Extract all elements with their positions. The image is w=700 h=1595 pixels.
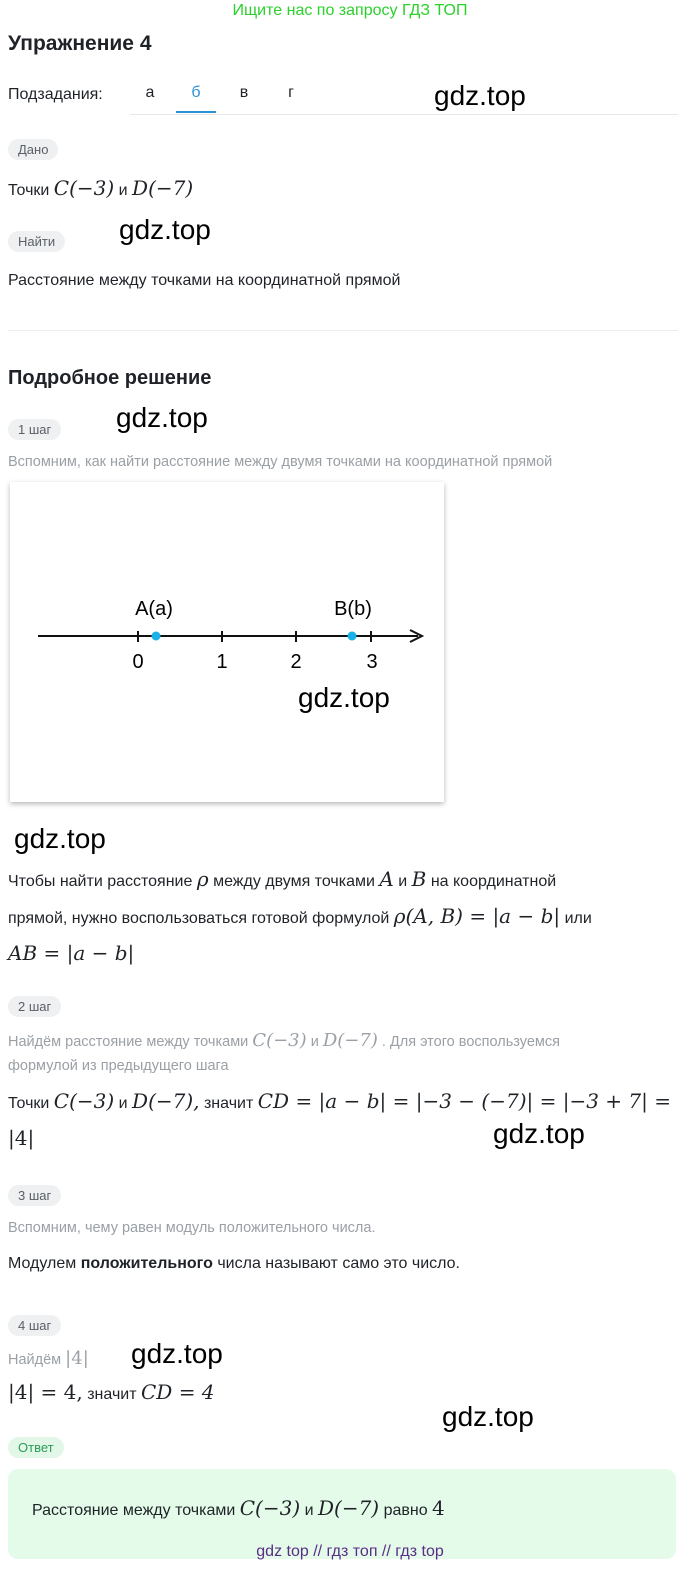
tick-label-0: 0 bbox=[132, 651, 144, 673]
step2-text bbox=[8, 1084, 688, 1158]
tab-g[interactable]: г bbox=[288, 84, 294, 101]
step1-text3: на координатной bbox=[430, 873, 557, 890]
step1-point-b: B bbox=[411, 867, 427, 891]
given-chip: Дано bbox=[8, 139, 58, 160]
step1-hint: Вспомним, как найти расстояние между двумя точками на координатной прямой bbox=[8, 454, 553, 470]
subtask-tabs bbox=[130, 78, 678, 115]
label-a: A(a) bbox=[135, 598, 173, 620]
step1-text4: прямой, нужно воспользоваться готовой формулой bbox=[8, 910, 390, 927]
step1-explanation bbox=[8, 862, 688, 973]
step2-hint-c: C(−3) bbox=[252, 1030, 307, 1051]
answer-value: 4 bbox=[432, 1496, 445, 1520]
step3-text bbox=[8, 1255, 460, 1273]
step1-and: и bbox=[398, 873, 408, 890]
step1-or: или bbox=[564, 910, 592, 927]
answer-prefix: Расстояние между точками bbox=[32, 1502, 236, 1519]
watermark: gdz.top bbox=[131, 1338, 223, 1369]
step3-after: числа называют само это число. bbox=[217, 1255, 460, 1272]
answer-text bbox=[32, 1496, 445, 1520]
step2-mid: значит bbox=[203, 1095, 254, 1112]
footer-links[interactable]: gdz top // гдз топ // гдз top bbox=[256, 1543, 444, 1560]
step4-hint-math: |4| bbox=[65, 1348, 89, 1369]
step4-hint-text: Найдём bbox=[8, 1352, 62, 1368]
step2-point-c: C(−3) bbox=[53, 1089, 115, 1113]
active-tab-indicator bbox=[176, 111, 216, 113]
step4-formula1: |4| = 4, bbox=[8, 1380, 83, 1404]
number-line-figure bbox=[10, 482, 444, 802]
step3-hint: Вспомним, чему равен модуль положительного числа. bbox=[8, 1220, 376, 1236]
find-chip: Найти bbox=[8, 231, 65, 252]
step2-point-d: D(−7), bbox=[132, 1089, 200, 1113]
step2-hint3: формулой из предыдущего шага bbox=[8, 1058, 229, 1074]
step1-rho: ρ bbox=[196, 867, 209, 891]
watermark: gdz.top bbox=[442, 1401, 534, 1432]
step1-text2: между двумя точками bbox=[213, 873, 375, 890]
subtasks-label: Подзадания: bbox=[8, 86, 103, 103]
watermark: gdz.top bbox=[116, 402, 208, 433]
step4-formula2: CD = 4 bbox=[141, 1380, 215, 1404]
tick-label-2: 2 bbox=[290, 651, 302, 673]
step2-hint bbox=[8, 1029, 688, 1078]
step1-text1: Чтобы найти расстояние bbox=[8, 873, 193, 890]
label-b: B(b) bbox=[334, 598, 372, 620]
answer-suffix: равно bbox=[383, 1502, 428, 1519]
step2-hint-and: и bbox=[310, 1034, 319, 1050]
section-divider bbox=[8, 330, 678, 331]
step1-chip: 1 шаг bbox=[8, 419, 61, 440]
step1-point-a: A bbox=[379, 867, 394, 891]
given-text bbox=[8, 176, 193, 200]
step1-formula2: AB = |a − b| bbox=[8, 941, 135, 965]
point-a bbox=[152, 632, 161, 641]
step2-hint-d: D(−7) bbox=[322, 1030, 378, 1051]
step4-mid: значит bbox=[87, 1386, 137, 1403]
step2-prefix: Точки bbox=[8, 1095, 50, 1112]
step4-chip: 4 шаг bbox=[8, 1315, 61, 1336]
tab-a[interactable]: а bbox=[145, 84, 155, 101]
step2-chip: 2 шаг bbox=[8, 996, 61, 1017]
number-line-svg bbox=[10, 482, 444, 802]
given-point-d: D(−7) bbox=[132, 176, 194, 200]
step4-text bbox=[8, 1380, 215, 1404]
watermark: gdz.top bbox=[14, 823, 106, 854]
step2-result: |4| bbox=[8, 1126, 35, 1150]
watermark: gdz.top bbox=[493, 1118, 585, 1149]
tab-b[interactable]: б bbox=[191, 84, 201, 101]
solution-title: Подробное решение bbox=[8, 367, 212, 389]
step2-hint2: . Для этого воспользуемся bbox=[381, 1034, 560, 1050]
step1-formula1: ρ(A, B) = |a − b| bbox=[393, 904, 561, 928]
watermark: gdz.top bbox=[119, 214, 211, 245]
point-b bbox=[348, 632, 357, 641]
step2-and: и bbox=[118, 1095, 128, 1112]
given-point-c: C(−3) bbox=[53, 176, 115, 200]
tab-v[interactable]: в bbox=[239, 84, 249, 101]
search-banner: Ищите нас по запросу ГДЗ ТОП bbox=[232, 2, 468, 19]
given-conj: и bbox=[118, 182, 128, 199]
step4-hint bbox=[8, 1348, 89, 1369]
step3-before: Модулем bbox=[8, 1255, 77, 1272]
step2-formula: CD = |a − b| = |−3 − (−7)| = |−3 + 7| = bbox=[257, 1089, 671, 1113]
find-text: Расстояние между точками на координатной прямой bbox=[8, 272, 401, 289]
given-prefix: Точки bbox=[8, 182, 50, 199]
answer-point-d: D(−7) bbox=[317, 1496, 380, 1520]
step3-bold: положительного bbox=[80, 1255, 213, 1272]
tick-label-3: 3 bbox=[366, 651, 378, 673]
tick-label-1: 1 bbox=[216, 651, 228, 673]
answer-and: и bbox=[304, 1502, 314, 1519]
watermark: gdz.top bbox=[298, 682, 390, 713]
answer-point-c: C(−3) bbox=[239, 1496, 301, 1520]
page-title: Упражнение 4 bbox=[8, 32, 152, 55]
step2-hint1: Найдём расстояние между точками bbox=[8, 1034, 249, 1050]
answer-chip: Ответ bbox=[8, 1437, 64, 1458]
step3-chip: 3 шаг bbox=[8, 1185, 61, 1206]
watermark: gdz.top bbox=[434, 80, 526, 111]
